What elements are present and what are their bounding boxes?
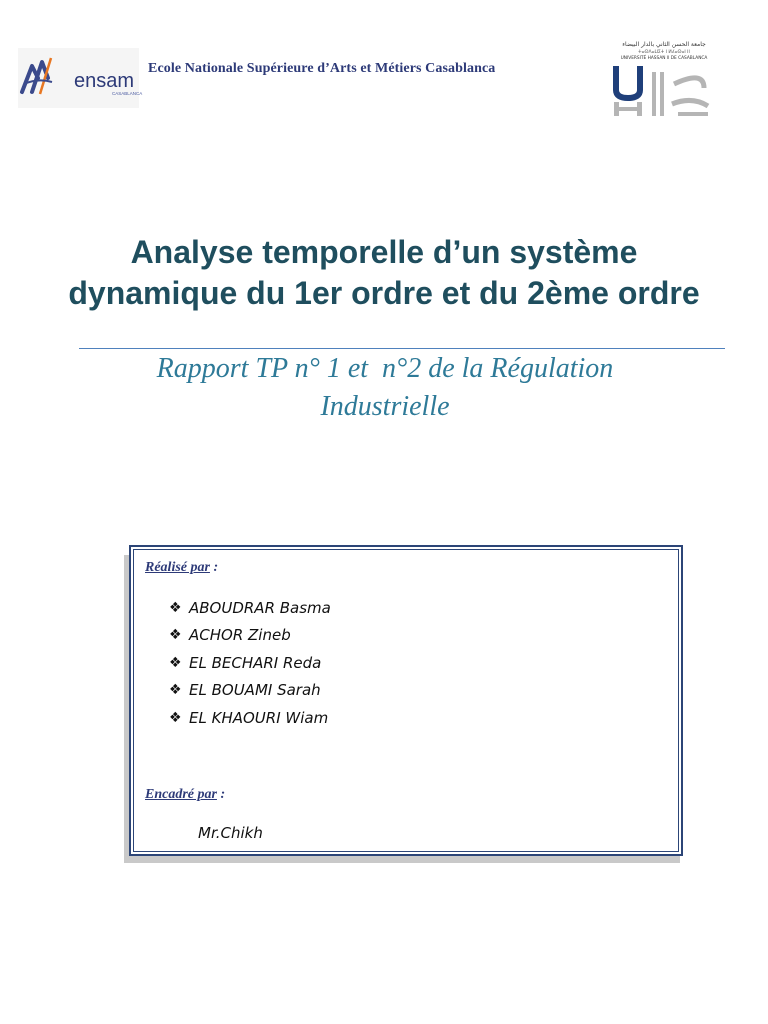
diamond-bullet-icon: ❖ — [169, 599, 182, 616]
author-name: ACHOR Zineb — [189, 626, 291, 645]
university-logo-french: UNIVERSITÉ HASSAN II DE CASABLANCA — [620, 56, 708, 61]
university-logo-arabic: جامعة الحسن الثاني بالدار البيضاء — [622, 41, 706, 48]
list-item — [169, 594, 331, 622]
supervisor-name: Mr.Chikh — [198, 824, 263, 842]
diamond-bullet-icon: ❖ — [169, 682, 182, 699]
ensam-logo-icon — [18, 48, 143, 108]
authors-label: Réalisé par — [145, 560, 210, 575]
author-name: EL BOUAMI Sarah — [189, 681, 321, 700]
school-name: Ecole Nationale Supérieure d’Arts et Métiers Casablanca — [148, 61, 496, 76]
authors-label-suffix: : — [209, 560, 219, 575]
author-name: ABOUDRAR Basma — [189, 598, 331, 617]
diamond-bullet-icon: ❖ — [169, 654, 182, 671]
credits-box — [129, 545, 683, 856]
list-item — [169, 649, 331, 677]
list-item — [169, 677, 331, 705]
authors-list — [169, 594, 331, 732]
author-name: EL BECHARI Reda — [189, 653, 322, 672]
svg-text:ⵜⴰⵙⴷⴰⵡⵉⵜ ⵏ ⵍⵃⴰⵙⴰⵏ II: ⵜⴰⵙⴷⴰⵡⵉⵜ ⵏ ⵍⵃⴰⵙⴰⵏ II — [638, 50, 690, 55]
diamond-bullet-icon: ❖ — [169, 709, 182, 726]
ensam-logo-subtext: CASABLANCA — [112, 91, 143, 96]
university-hassan-ii-logo-icon — [608, 40, 720, 116]
supervisor-label: Encadré par — [145, 787, 217, 802]
subtitle: Rapport TP n° 1 et n°2 de la Régulation Industrielle — [156, 353, 621, 422]
list-item — [169, 622, 331, 650]
ensam-logo-text: ensam — [74, 70, 135, 92]
author-name: EL KHAOURI Wiam — [189, 708, 329, 727]
authors-heading — [145, 560, 218, 576]
list-item — [169, 704, 331, 732]
main-title: Analyse temporelle d’un système dynamique du 1er ordre et du 2ème ordre — [68, 234, 700, 311]
supervisor-heading — [145, 787, 225, 803]
diamond-bullet-icon: ❖ — [169, 627, 182, 644]
supervisor-label-suffix: : — [216, 787, 226, 802]
title-divider — [79, 348, 725, 349]
credits-inner-frame — [133, 549, 679, 852]
